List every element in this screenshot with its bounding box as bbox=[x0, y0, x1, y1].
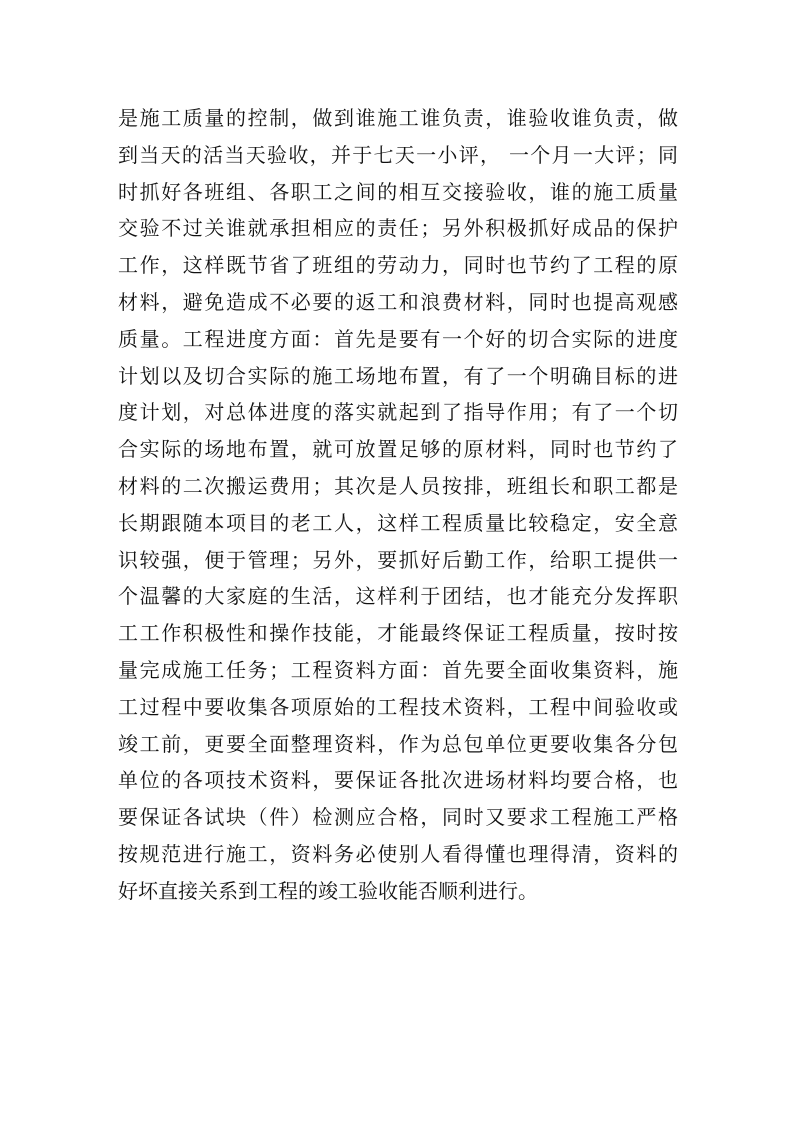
text-line: 到当天的活当天验收，并于七天一小评， 一个月一大评；同 bbox=[118, 142, 678, 167]
text-line: 计划以及切合实际的施工场地布置，有了一个明确目标的进 bbox=[118, 363, 678, 388]
text-line: 合实际的场地布置，就可放置足够的原材料，同时也节约了 bbox=[118, 437, 678, 462]
text-line: 是施工质量的控制，做到谁施工谁负责，谁验收谁负责，做 bbox=[118, 106, 678, 130]
text-line: 度计划，对总体进度的落实就起到了指导作用；有了一个切 bbox=[118, 400, 678, 425]
text-line: 好坏直接关系到工程的竣工验收能否顺利进行。 bbox=[118, 878, 538, 903]
text-line: 个温馨的大家庭的生活，这样利于团结，也才能充分发挥职 bbox=[118, 584, 678, 609]
text-line: 材料，避免造成不必要的返工和浪费材料，同时也提高观感 bbox=[118, 289, 678, 314]
text-line: 工作，这样既节省了班组的劳动力，同时也节约了工程的原 bbox=[118, 253, 678, 278]
text-line: 时抓好各班组、各职工之间的相互交接验收，谁的施工质量 bbox=[118, 179, 678, 204]
text-line: 质量。工程进度方面：首先是要有一个好的切合实际的进度 bbox=[118, 326, 678, 351]
text-line: 工工作积极性和操作技能，才能最终保证工程质量，按时按 bbox=[118, 621, 678, 646]
text-line: 要保证各试块（件）检测应合格，同时又要求工程施工严格 bbox=[118, 805, 678, 830]
text-line: 交验不过关谁就承担相应的责任；另外积极抓好成品的保护 bbox=[118, 216, 678, 241]
text-line: 工过程中要收集各项原始的工程技术资料，工程中间验收或 bbox=[118, 694, 678, 719]
text-line: 竣工前，更要全面整理资料，作为总包单位更要收集各分包 bbox=[118, 731, 678, 756]
text-line: 材料的二次搬运费用；其次是人员按排，班组长和职工都是 bbox=[118, 473, 678, 498]
body-paragraph bbox=[118, 100, 678, 910]
text-line: 识较强，便于管理；另外，要抓好后勤工作，给职工提供一 bbox=[118, 547, 678, 572]
text-line: 长期跟随本项目的老工人，这样工程质量比较稳定，安全意 bbox=[118, 510, 678, 535]
text-line: 单位的各项技术资料，要保证各批次进场材料均要合格，也 bbox=[118, 768, 678, 793]
text-line: 量完成施工任务；工程资料方面：首先要全面收集资料，施 bbox=[118, 657, 678, 682]
text-line: 按规范进行施工，资料务必使别人看得懂也理得清，资料的 bbox=[118, 841, 678, 866]
